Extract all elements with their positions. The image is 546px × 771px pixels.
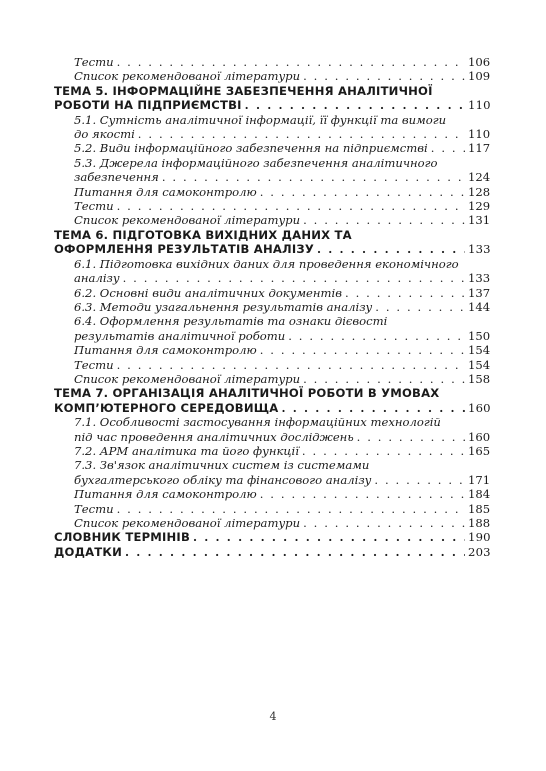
- toc-entry-title: Список рекомендованої літератури: [74, 371, 301, 386]
- toc-entry-line: 7.1. Особливості застосування інформаційних технологій: [74, 415, 441, 430]
- toc-entry-line: ТЕМА 5. ІНФОРМАЦІЙНЕ ЗАБЕЗПЕЧЕННЯ АНАЛІТИЧНОЇ: [54, 83, 433, 98]
- toc-entry-title: 5.2. Види інформаційного забезпечення на підприємстві: [74, 141, 428, 156]
- page-number: 4: [269, 710, 277, 723]
- dot-leader: [357, 430, 465, 444]
- toc-page-number: 203: [468, 544, 491, 559]
- toc-entry-title: Питання для самоконтролю: [74, 487, 257, 502]
- toc-entry-title: 6.2. Основні види аналітичних документів: [74, 285, 343, 300]
- dot-leader: [374, 473, 465, 487]
- toc-entry: [54, 185, 490, 199]
- toc-entry-title: Тести: [74, 501, 114, 516]
- toc-entry-line: 6.1. Підготовка вихідних даних для проведення економічного: [74, 256, 459, 271]
- dot-leader: [303, 516, 465, 530]
- toc-page-number: 124: [468, 170, 491, 185]
- toc-page-number: 185: [468, 501, 491, 516]
- toc-heading: [54, 228, 490, 257]
- toc-entry: [54, 487, 490, 501]
- table-of-contents: [54, 55, 490, 559]
- toc-entry-title: Тести: [74, 55, 114, 69]
- toc-page-number: 171: [468, 472, 491, 487]
- toc-entry-title: Тести: [74, 357, 114, 372]
- toc-entry: [54, 372, 490, 386]
- dot-leader: [193, 530, 465, 544]
- toc-entry: [54, 415, 490, 444]
- toc-page-number: 110: [468, 127, 491, 142]
- toc-page-number: 117: [468, 141, 491, 156]
- toc-page-number: 188: [468, 516, 491, 530]
- toc-entry: [54, 69, 490, 83]
- dot-leader: [281, 401, 465, 415]
- dot-leader: [302, 444, 465, 458]
- dot-leader: [303, 213, 465, 227]
- toc-page-number: 131: [468, 213, 491, 228]
- toc-entry-title: Питання для самоконтролю: [74, 184, 257, 199]
- toc-entry-title: Питання для самоконтролю: [74, 343, 257, 358]
- toc-page-number: 158: [468, 371, 491, 386]
- toc-entry: [54, 213, 490, 227]
- toc-page-number: 160: [468, 429, 491, 444]
- toc-heading: [54, 386, 490, 415]
- toc-entry: [54, 199, 490, 213]
- toc-page-number: 160: [468, 400, 491, 415]
- dot-leader: [123, 271, 465, 285]
- toc-entry: [54, 286, 490, 300]
- dot-leader: [117, 55, 465, 69]
- toc-entry: [54, 458, 490, 487]
- toc-entry-title: РОБОТИ НА ПІДПРИЄМСТВІ: [54, 98, 242, 113]
- dot-leader: [117, 358, 465, 372]
- toc-entry-title: СЛОВНИК ТЕРМІНІВ: [54, 530, 190, 545]
- dot-leader: [431, 141, 465, 155]
- toc-entry: [54, 141, 490, 155]
- toc-page-number: 109: [468, 69, 491, 84]
- toc-entry-title: Список рекомендованої літератури: [74, 69, 301, 84]
- toc-entry-line: ТЕМА 6. ПІДГОТОВКА ВИХІДНИХ ДАНИХ ТА: [54, 227, 352, 242]
- toc-entry-title: аналізу: [74, 271, 120, 286]
- dot-leader: [303, 372, 465, 386]
- toc-heading: [54, 84, 490, 113]
- toc-entry: [54, 358, 490, 372]
- toc-entry-title: КОМП’ЮТЕРНОГО СЕРЕДОВИЩА: [54, 400, 279, 415]
- toc-entry-line: 5.3. Джерела інформаційного забезпечення аналітичного: [74, 155, 438, 170]
- toc-entry-title: ДОДАТКИ: [54, 544, 122, 559]
- toc-entry-title: 6.3. Методи узагальнення результатів аналізу: [74, 299, 373, 314]
- dot-leader: [162, 170, 465, 184]
- toc-entry-line: 5.1. Сутність аналітичної інформації, її функції та вимоги: [74, 112, 447, 127]
- toc-entry-title: до якості: [74, 127, 135, 142]
- toc-page-number: 106: [468, 55, 491, 69]
- toc-entry: [54, 343, 490, 357]
- dot-leader: [260, 343, 465, 357]
- toc-entry: [54, 156, 490, 185]
- toc-page-number: 110: [468, 98, 491, 113]
- dot-leader: [288, 329, 465, 343]
- toc-page-number: 137: [468, 285, 491, 300]
- toc-heading: [54, 530, 490, 544]
- toc-entry: [54, 55, 490, 69]
- toc-page-number: 165: [468, 443, 491, 458]
- toc-entry: [54, 300, 490, 314]
- dot-leader: [125, 545, 465, 559]
- toc-entry-title: Список рекомендованої літератури: [74, 213, 301, 228]
- toc-entry: [54, 113, 490, 142]
- dot-leader: [317, 242, 465, 256]
- toc-entry-line: 6.4. Оформлення результатів та ознаки дієвості: [74, 314, 388, 329]
- toc-entry: [54, 257, 490, 286]
- toc-page-number: 154: [468, 357, 491, 372]
- toc-entry: [54, 314, 490, 343]
- toc-entry-title: Тести: [74, 199, 114, 214]
- toc-entry-line: 7.3. Зв'язок аналітичних систем із системами: [74, 458, 370, 473]
- toc-page-number: 133: [468, 271, 491, 286]
- toc-entry: [54, 502, 490, 516]
- dot-leader: [117, 199, 465, 213]
- toc-entry-title: бухгалтерського обліку та фінансового аналізу: [74, 472, 372, 487]
- dot-leader: [345, 286, 465, 300]
- toc-page-number: 144: [468, 299, 491, 314]
- toc-entry-title: результатів аналітичної роботи: [74, 328, 286, 343]
- toc-entry-title: Список рекомендованої літератури: [74, 516, 301, 530]
- toc-heading: [54, 545, 490, 559]
- toc-entry-title: під час проведення аналітичних досліджень: [74, 429, 354, 444]
- toc-page-number: 150: [468, 328, 491, 343]
- dot-leader: [303, 69, 465, 83]
- dot-leader: [375, 300, 465, 314]
- toc-entry-line: ТЕМА 7. ОРГАНІЗАЦІЯ АНАЛІТИЧНОЇ РОБОТИ В УМОВАХ: [54, 386, 440, 401]
- toc-entry-title: забезпечення: [74, 170, 159, 185]
- toc-page-number: 133: [468, 242, 491, 257]
- toc-page-number: 190: [468, 530, 491, 545]
- dot-leader: [245, 98, 465, 112]
- toc-page-number: 128: [468, 184, 491, 199]
- toc-page-number: 184: [468, 487, 491, 502]
- dot-leader: [138, 127, 465, 141]
- toc-entry: [54, 516, 490, 530]
- toc-entry-title: ОФОРМЛЕННЯ РЕЗУЛЬТАТІВ АНАЛІЗУ: [54, 242, 314, 257]
- toc-page-number: 154: [468, 343, 491, 358]
- dot-leader: [260, 487, 465, 501]
- dot-leader: [260, 185, 465, 199]
- toc-entry-title: 7.2. АРМ аналітика та його функції: [74, 443, 299, 458]
- dot-leader: [117, 502, 465, 516]
- toc-entry: [54, 444, 490, 458]
- toc-page-number: 129: [468, 199, 491, 214]
